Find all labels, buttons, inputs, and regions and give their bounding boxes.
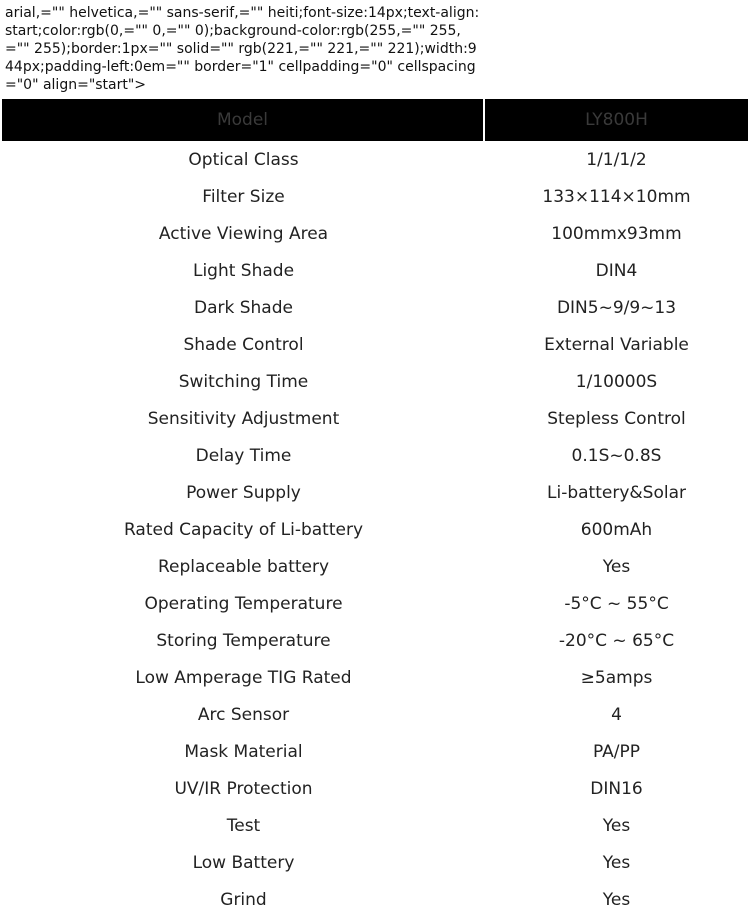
spec-value: 133×114×10mm <box>542 186 691 207</box>
spec-value: DIN4 <box>595 260 638 281</box>
spec-value: External Variable <box>544 334 689 355</box>
spec-label: Low Battery <box>192 852 295 873</box>
spec-value: Yes <box>602 889 631 910</box>
table-row <box>2 437 748 474</box>
spec-value: 1/10000S <box>575 371 658 392</box>
header-model-value: LY800H <box>485 99 748 141</box>
table-row <box>2 770 748 807</box>
spec-label: Delay Time <box>195 445 292 466</box>
table-row <box>2 659 748 696</box>
spec-value: 4 <box>611 704 622 725</box>
spec-value: PA/PP <box>592 741 641 762</box>
table-row <box>2 511 748 548</box>
table-row <box>2 141 748 178</box>
table-row <box>2 881 748 918</box>
spec-label: Replaceable battery <box>157 556 330 577</box>
spec-value: 100mmx93mm <box>551 223 682 244</box>
spec-label: Sensitivity Adjustment <box>147 408 340 429</box>
spec-value: 0.1S~0.8S <box>571 445 662 466</box>
spec-label: Optical Class <box>188 149 299 170</box>
header-model: Model <box>2 99 485 141</box>
spec-value: -5°C ~ 55°C <box>564 593 669 614</box>
spec-label: UV/IR Protection <box>174 778 313 799</box>
spec-label: Rated Capacity of Li-battery <box>123 519 364 540</box>
spec-value: ≥5amps <box>580 667 653 688</box>
table-row <box>2 289 748 326</box>
spec-label: Test <box>226 815 261 836</box>
spec-value: 1/1/1/2 <box>586 149 647 170</box>
table-row <box>2 844 748 881</box>
table-row <box>2 807 748 844</box>
spec-label: Dark Shade <box>194 297 293 318</box>
table-row <box>2 622 748 659</box>
spec-value: Li-battery&Solar <box>547 482 686 503</box>
table-row <box>2 474 748 511</box>
spec-label: Switching Time <box>178 371 309 392</box>
spec-label: Operating Temperature <box>144 593 343 614</box>
spec-label: Filter Size <box>202 186 285 207</box>
spec-label: Power Supply <box>186 482 301 503</box>
table-row <box>2 548 748 585</box>
spec-value: DIN5~9/9~13 <box>556 297 677 318</box>
table-row <box>2 252 748 289</box>
spec-label: Shade Control <box>183 334 304 355</box>
spec-value: Stepless Control <box>547 408 686 429</box>
spec-value: -20°C ~ 65°C <box>558 630 675 651</box>
table-row <box>2 733 748 770</box>
table-row <box>2 696 748 733</box>
spec-value: Yes <box>602 852 631 873</box>
table-row <box>2 178 748 215</box>
spec-value: DIN16 <box>590 778 643 799</box>
spec-label: Low Amperage TIG Rated <box>135 667 352 688</box>
spec-label: Arc Sensor <box>197 704 290 725</box>
table-header-row <box>2 99 748 141</box>
raw-markup-text: arial,="" helvetica,="" sans-serif,="" heiti;font-size:14px;text-align:start;color:rgb(0,="" 0,="" 0);background-color:rgb(255,="" 255,="" 255);border:1px="" solid="" rgb(221,="" 221,="" 221);width:944px;padding-left:0em="" border="1" cellpadding="0" cellspacing="0" align="start"> <box>5 5 480 93</box>
spec-label: Active Viewing Area <box>158 223 329 244</box>
spec-table-body <box>2 141 748 918</box>
table-row <box>2 400 748 437</box>
spec-value: Yes <box>602 556 631 577</box>
table-row <box>2 215 748 252</box>
spec-value: Yes <box>602 815 631 836</box>
spec-value: 600mAh <box>580 519 653 540</box>
spec-label: Light Shade <box>192 260 295 281</box>
table-row <box>2 585 748 622</box>
table-row <box>2 363 748 400</box>
spec-label: Mask Material <box>184 741 303 762</box>
spec-label: Storing Temperature <box>156 630 331 651</box>
spec-label: Grind <box>220 889 267 910</box>
table-row <box>2 326 748 363</box>
spec-table <box>2 99 748 918</box>
